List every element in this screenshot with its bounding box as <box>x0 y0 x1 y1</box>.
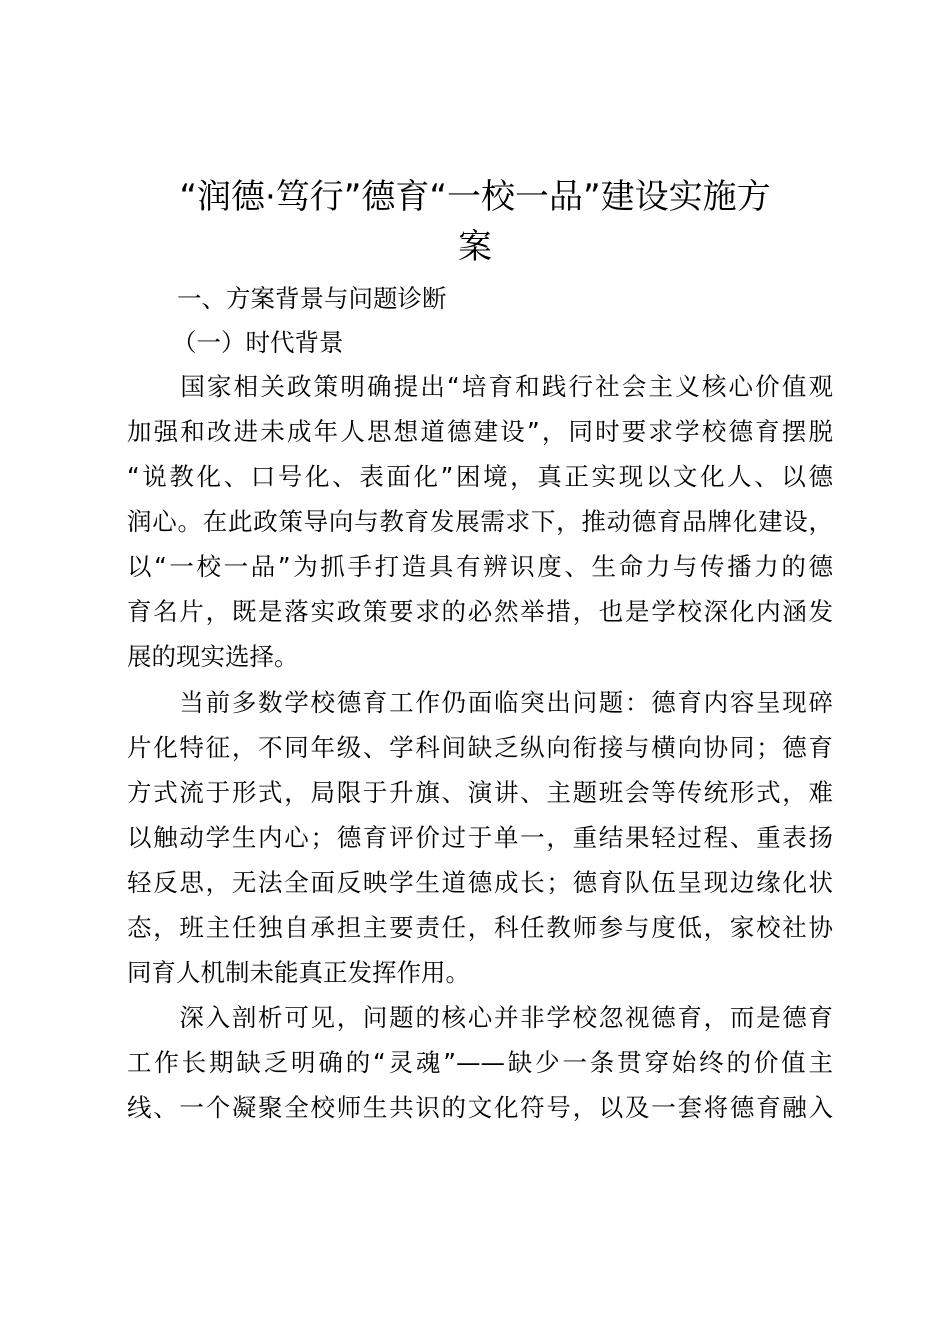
paragraph-line: 同育人机制未能真正发挥作用。 <box>127 958 470 987</box>
paragraph-line: 国家相关政策明确提出“培育和践行社会主义核心价值观 <box>127 372 833 401</box>
paragraph-line: “说教化、口号化、表面化”困境，真正实现以文化人、以德 <box>127 462 833 491</box>
paragraph-line: 方式流于形式，局限于升旗、演讲、主题班会等传统形式，难 <box>127 778 833 807</box>
paragraph-line: 深入剖析可见，问题的核心并非学校忽视德育，而是德育 <box>127 1003 833 1032</box>
document-title <box>120 172 830 272</box>
paragraph-line: 以触动学生内心；德育评价过于单一，重结果轻过程、重表扬 <box>127 823 833 852</box>
paragraph-line: 加强和改进未成年人思想道德建设”，同时要求学校德育摆脱 <box>127 417 833 446</box>
paragraph-line: 态，班主任独自承担主要责任，科任教师参与度低，家校社协 <box>127 913 833 942</box>
paragraph-line: 育名片，既是落实政策要求的必然举措，也是学校深化内涵发 <box>127 597 833 626</box>
paragraph-line: 展的现实选择。 <box>127 642 299 671</box>
paragraph-line: 以“一校一品”为抓手打造具有辨识度、生命力与传播力的德 <box>127 552 833 581</box>
title-line: 案 <box>458 227 492 267</box>
paragraph-line: 当前多数学校德育工作仍面临突出问题：德育内容呈现碎 <box>127 688 833 717</box>
title-line: “润德·笃行”德育“一校一品”建设实施方 <box>179 177 771 217</box>
paragraph-line: 工作长期缺乏明确的“灵魂”——缺少一条贯穿始终的价值主 <box>127 1048 833 1077</box>
paragraph-line: 轻反思，无法全面反映学生道德成长；德育队伍呈现边缘化状 <box>127 868 833 897</box>
section-heading: 一、方案背景与问题诊断 <box>177 284 447 313</box>
paragraph-line: 线、一个凝聚全校师生共识的文化符号，以及一套将德育融入 <box>127 1093 833 1122</box>
paragraph-line: 润心。在此政策导向与教育发展需求下，推动德育品牌化建设， <box>127 507 833 536</box>
subsection-heading: （一）时代背景 <box>172 328 344 357</box>
paragraph-line: 片化特征，不同年级、学科间缺乏纵向衔接与横向协同；德育 <box>127 733 833 762</box>
